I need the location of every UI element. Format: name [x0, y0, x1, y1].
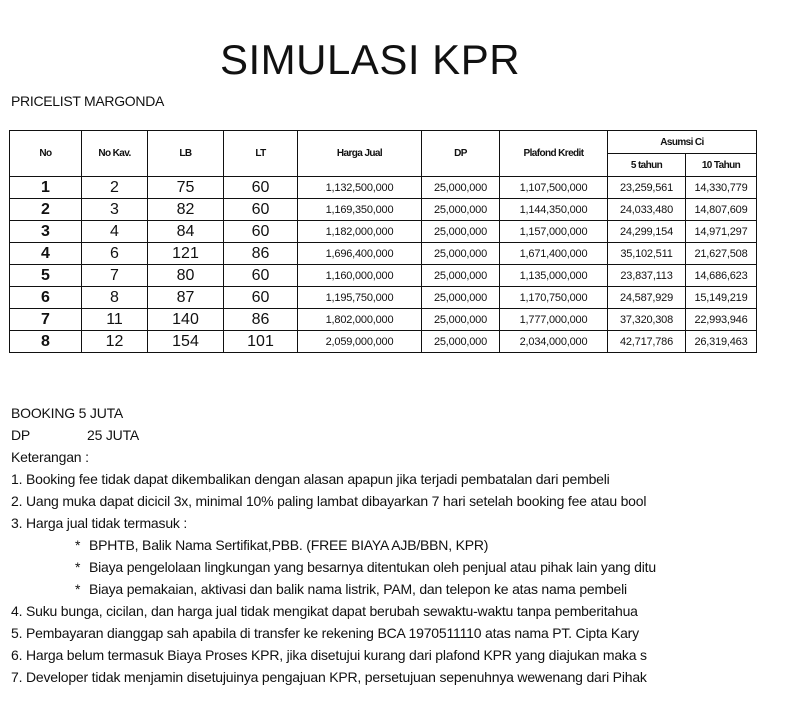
dp-value: 25 JUTA: [87, 427, 140, 443]
pricelist-subtitle: PRICELIST MARGONDA: [11, 93, 165, 109]
cell-no-kav: 2: [82, 177, 148, 199]
cell-lb: 121: [148, 243, 224, 265]
cell-10-tahun: 14,971,297: [686, 221, 757, 243]
table-row: [10, 287, 757, 309]
table-row: [10, 177, 757, 199]
cell-no-kav: 11: [82, 309, 148, 331]
subitem-text: BPHTB, Balik Nama Sertifikat,PBB. (FREE BIAYA AJB/BBN, KPR): [89, 537, 489, 553]
cell-5-tahun: 24,033,480: [608, 199, 686, 221]
cell-plafond: 1,170,750,000: [500, 287, 608, 309]
subitem-text: Biaya pengelolaan lingkungan yang besarnya ditentukan oleh penjual atau pihak lain yang ditu: [89, 559, 656, 575]
cell-5-tahun: 23,837,113: [608, 265, 686, 287]
header-10-tahun: 10 Tahun: [686, 154, 757, 177]
cell-lb: 87: [148, 287, 224, 309]
cell-no: 7: [10, 309, 82, 331]
cell-dp: 25,000,000: [422, 309, 500, 331]
cell-lb: 75: [148, 177, 224, 199]
header-asumsi: Asumsi Ci: [608, 131, 757, 154]
cell-5-tahun: 24,299,154: [608, 221, 686, 243]
cell-plafond: 1,157,000,000: [500, 221, 608, 243]
cell-no-kav: 4: [82, 221, 148, 243]
cell-dp: 25,000,000: [422, 177, 500, 199]
table-row: [10, 221, 757, 243]
cell-dp: 25,000,000: [422, 331, 500, 353]
cell-no-kav: 7: [82, 265, 148, 287]
note-item-6: 6. Harga belum termasuk Biaya Proses KPR, jika disetujui kurang dari plafond KPR yang diajukan maka s: [11, 647, 647, 663]
header-dp: DP: [422, 131, 500, 177]
header-lb: LB: [148, 131, 224, 177]
cell-lt: 60: [224, 177, 298, 199]
cell-dp: 25,000,000: [422, 287, 500, 309]
keterangan-heading: Keterangan :: [11, 449, 89, 465]
dp-label: DP: [11, 427, 31, 443]
cell-lt: 60: [224, 199, 298, 221]
cell-lt: 86: [224, 243, 298, 265]
note-item-2: 2. Uang muka dapat dicicil 3x, minimal 10% paling lambat dibayarkan 7 hari setelah booking fee atau bool: [11, 493, 647, 509]
page-title: SIMULASI KPR: [219, 36, 521, 83]
cell-lb: 154: [148, 331, 224, 353]
note-item-4: 4. Suku bunga, cicilan, dan harga jual tidak mengikat dapat berubah sewaktu-waktu tanpa pemberitahua: [11, 603, 638, 619]
cell-5-tahun: 23,259,561: [608, 177, 686, 199]
cell-5-tahun: 37,320,308: [608, 309, 686, 331]
cell-lb: 84: [148, 221, 224, 243]
cell-10-tahun: 14,807,609: [686, 199, 757, 221]
cell-10-tahun: 14,330,779: [686, 177, 757, 199]
cell-harga-jual: 1,160,000,000: [298, 265, 422, 287]
cell-harga-jual: 1,696,400,000: [298, 243, 422, 265]
cell-10-tahun: 14,686,623: [686, 265, 757, 287]
cell-no: 1: [10, 177, 82, 199]
cell-5-tahun: 35,102,511: [608, 243, 686, 265]
cell-no: 4: [10, 243, 82, 265]
cell-harga-jual: 1,195,750,000: [298, 287, 422, 309]
table-row: [10, 331, 757, 353]
cell-plafond: 1,107,500,000: [500, 177, 608, 199]
table-row: [10, 265, 757, 287]
cell-10-tahun: 21,627,508: [686, 243, 757, 265]
header-plafond-kredit: Plafond Kredit: [500, 131, 608, 177]
note-item-5: 5. Pembayaran dianggap sah apabila di transfer ke rekening BCA 1970511110 atas nama PT. Cipta Kary: [11, 625, 639, 641]
cell-lb: 82: [148, 199, 224, 221]
booking-line: BOOKING 5 JUTA: [11, 405, 124, 421]
cell-harga-jual: 1,802,000,000: [298, 309, 422, 331]
cell-no-kav: 12: [82, 331, 148, 353]
cell-lt: 60: [224, 221, 298, 243]
cell-no-kav: 8: [82, 287, 148, 309]
cell-lt: 86: [224, 309, 298, 331]
cell-harga-jual: 2,059,000,000: [298, 331, 422, 353]
table-row: [10, 243, 757, 265]
cell-no: 8: [10, 331, 82, 353]
cell-no-kav: 6: [82, 243, 148, 265]
cell-no: 2: [10, 199, 82, 221]
cell-dp: 25,000,000: [422, 265, 500, 287]
cell-10-tahun: 15,149,219: [686, 287, 757, 309]
cell-plafond: 2,034,000,000: [500, 331, 608, 353]
note-subitem-1: [11, 534, 804, 556]
notes-section: [11, 402, 804, 688]
cell-dp: 25,000,000: [422, 221, 500, 243]
price-table: [9, 130, 757, 353]
header-lt: LT: [224, 131, 298, 177]
cell-harga-jual: 1,132,500,000: [298, 177, 422, 199]
header-harga-jual: Harga Jual: [298, 131, 422, 177]
cell-no: 3: [10, 221, 82, 243]
note-subitem-3: [11, 578, 804, 600]
asterisk-bullet: *: [75, 559, 81, 575]
note-item-1: 1. Booking fee tidak dapat dikembalikan dengan alasan apapun jika terjadi pembatalan dari pembeli: [11, 471, 610, 487]
cell-5-tahun: 42,717,786: [608, 331, 686, 353]
cell-lb: 140: [148, 309, 224, 331]
cell-no: 6: [10, 287, 82, 309]
note-item-7: 7. Developer tidak menjamin disetujuinya pengajuan KPR, persetujuan sepenuhnya wewenang dari Pihak: [11, 669, 647, 685]
table-row: [10, 309, 757, 331]
dp-line: [11, 424, 804, 446]
header-5-tahun: 5 tahun: [608, 154, 686, 177]
asterisk-bullet: *: [75, 581, 81, 597]
header-no-kav: No Kav.: [82, 131, 148, 177]
cell-plafond: 1,671,400,000: [500, 243, 608, 265]
cell-plafond: 1,777,000,000: [500, 309, 608, 331]
cell-plafond: 1,144,350,000: [500, 199, 608, 221]
cell-lt: 60: [224, 287, 298, 309]
subitem-text: Biaya pemakaian, aktivasi dan balik nama listrik, PAM, dan telepon ke atas nama pembeli: [89, 581, 627, 597]
cell-10-tahun: 26,319,463: [686, 331, 757, 353]
cell-5-tahun: 24,587,929: [608, 287, 686, 309]
cell-lt: 101: [224, 331, 298, 353]
asterisk-bullet: *: [75, 537, 81, 553]
header-no: No: [10, 131, 82, 177]
cell-no-kav: 3: [82, 199, 148, 221]
cell-lt: 60: [224, 265, 298, 287]
cell-harga-jual: 1,182,000,000: [298, 221, 422, 243]
note-item-3: 3. Harga jual tidak termasuk :: [11, 515, 188, 531]
cell-lb: 80: [148, 265, 224, 287]
cell-dp: 25,000,000: [422, 199, 500, 221]
cell-10-tahun: 22,993,946: [686, 309, 757, 331]
cell-plafond: 1,135,000,000: [500, 265, 608, 287]
table-row: [10, 199, 757, 221]
cell-no: 5: [10, 265, 82, 287]
note-subitem-2: [11, 556, 804, 578]
cell-harga-jual: 1,169,350,000: [298, 199, 422, 221]
cell-dp: 25,000,000: [422, 243, 500, 265]
